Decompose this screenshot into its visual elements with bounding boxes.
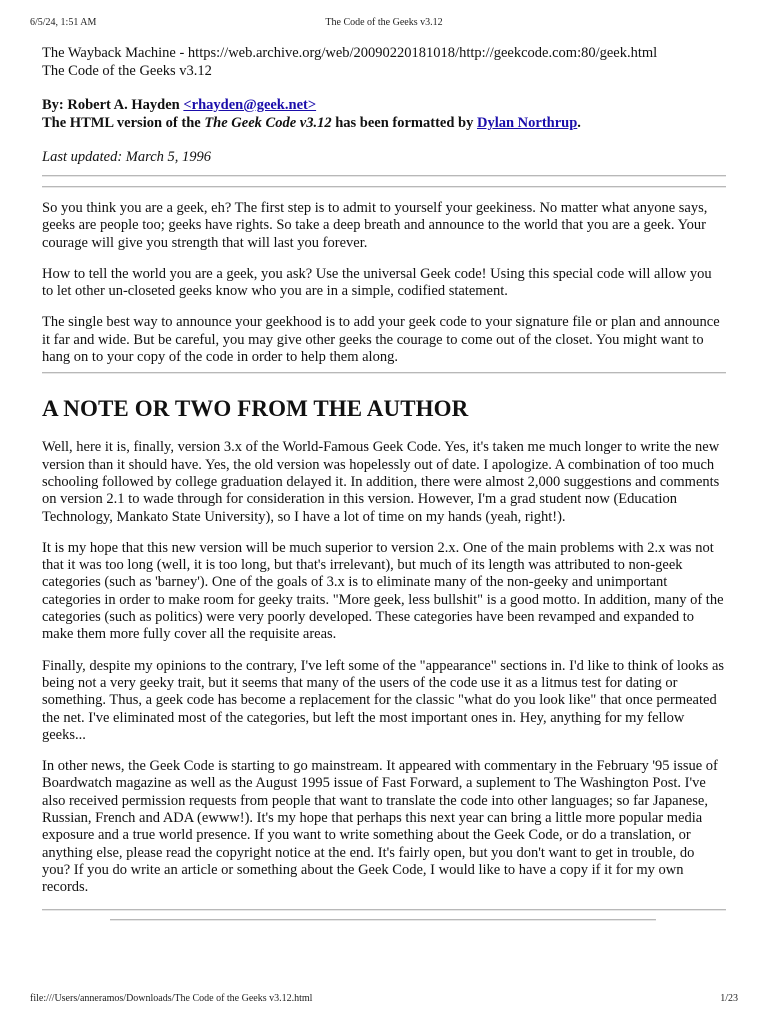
formatter-link[interactable]: Dylan Northrup bbox=[476, 115, 578, 131]
author-email-link[interactable]: <rhayden@geek.net> bbox=[183, 97, 317, 113]
divider bbox=[42, 186, 726, 188]
divider bbox=[42, 175, 726, 177]
author-paragraph: It is my hope that this new version will be much superior to version 2.x. One of the main problems with 2.x was not that it was too long (well, it is too long, but that's irrelevant), but much of its length was attributed to non-geek categories (such as 'barney'). One of the goals of 3.x is to eliminate many of the non-geeky and unimportant categories in order to make room for geeky traits. "More geek, less bullshit" is a good motto. In addition, many of the categories (such as politics) were very poorly developed. These categories have been revamped and expanded to make them more fully cover all the requisite areas. bbox=[42, 539, 724, 643]
print-page-count: 1/23 bbox=[720, 993, 738, 1004]
byline-period: . bbox=[577, 115, 581, 131]
intro-paragraph: The single best way to announce your geekhood is to add your geek code to your signature file or plan and announce it far and wide. But be careful, you may give other geeks the courage to come out of the closet. You might want to hang on to your copy of the code in order to help them along. bbox=[42, 314, 720, 366]
print-header bbox=[0, 17, 768, 31]
divider bbox=[42, 372, 726, 374]
document-body bbox=[42, 44, 726, 921]
author-paragraph: In other news, the Geek Code is starting to go mainstream. It appeared with commentary in the February '95 issue of Boardwatch magazine as well as the August 1995 issue of Fast Forward, a suplement to The Washington Post. I've also received permission requests from people that want to translate the code into other languages; so far Japanese, Russian, French and ADA (ewww!). It's my hope that perhaps this next year can bring a little more popular media exposure and a true world presence. If you want to write something about the Geek Code, or do a translation, or anything else, please read the copyright notice at the end. It's fairly open, but you don't want to get in trouble, do you? If you do write an article or something about the Geek Code, I would like to have a copy if it for my own records. bbox=[42, 758, 718, 896]
print-file-path: file:///Users/anneramos/Downloads/The Code of the Geeks v3.12.html bbox=[30, 993, 313, 1004]
html-version-prefix: The HTML version of the bbox=[42, 115, 205, 131]
intro-paragraph: How to tell the world you are a geek, you ask? Use the universal Geek code! Using this special code will allow you to let other un-closeted geeks know who you are in a simple, codified statement. bbox=[42, 265, 712, 300]
wayback-url-line: The Wayback Machine - https://web.archive.org/web/20090220181018/http://geekcode.com:80/geek.html bbox=[42, 45, 658, 61]
author-byline bbox=[42, 96, 726, 132]
author-note-heading: A NOTE OR TWO FROM THE AUTHOR bbox=[42, 396, 469, 422]
document-title: The Code of the Geeks v3.12 bbox=[42, 63, 212, 79]
intro-paragraph: So you think you are a geek, eh? The first step is to admit to yourself your geekiness. No matter what anyone says, geeks are people too; geeks have rights. So take a deep breath and announce to the world that you are a geek. Your courage will give you strength that will last you forever. bbox=[42, 200, 708, 251]
author-paragraph: Well, here it is, finally, version 3.x of the World-Famous Geek Code. Yes, it's taken me much longer to write the new version than it should have. Yes, the old version was hopelessly out of date. I apologize. A combination of too much schooling followed by college graduation delayed it. In addition, there were almost 2,000 suggestions and comments on version 2.1 to wade through for consideration in this version. However, I'm a grad student now (Education Technology, Mankato State University), so I have a lot of time on my hands (yeah, right!). bbox=[42, 439, 720, 525]
by-label: By: Robert A. Hayden bbox=[42, 97, 180, 113]
divider bbox=[42, 909, 726, 911]
geek-code-title: The Geek Code v3.12 bbox=[204, 115, 332, 131]
print-footer bbox=[0, 993, 768, 1007]
inner-divider bbox=[110, 919, 656, 921]
last-updated: Last updated: March 5, 1996 bbox=[42, 149, 212, 165]
print-datetime: 6/5/24, 1:51 AM bbox=[30, 17, 97, 28]
author-paragraph: Finally, despite my opinions to the contrary, I've left some of the "appearance" sections in. I'd like to think of looks as being not a very geeky trait, but it seems that many of the users of the code use it as a litmus test for dating or something. Thus, a geek code has become a replacement for the classic "what do you look like" that once permeated the net. I've eliminated most of the categories, but left the most important ones in. Hey, anything for my fellow geeks... bbox=[42, 657, 725, 743]
print-page-title: The Code of the Geeks v3.12 bbox=[325, 17, 443, 28]
formatted-by-text: has been formatted by bbox=[331, 115, 477, 131]
